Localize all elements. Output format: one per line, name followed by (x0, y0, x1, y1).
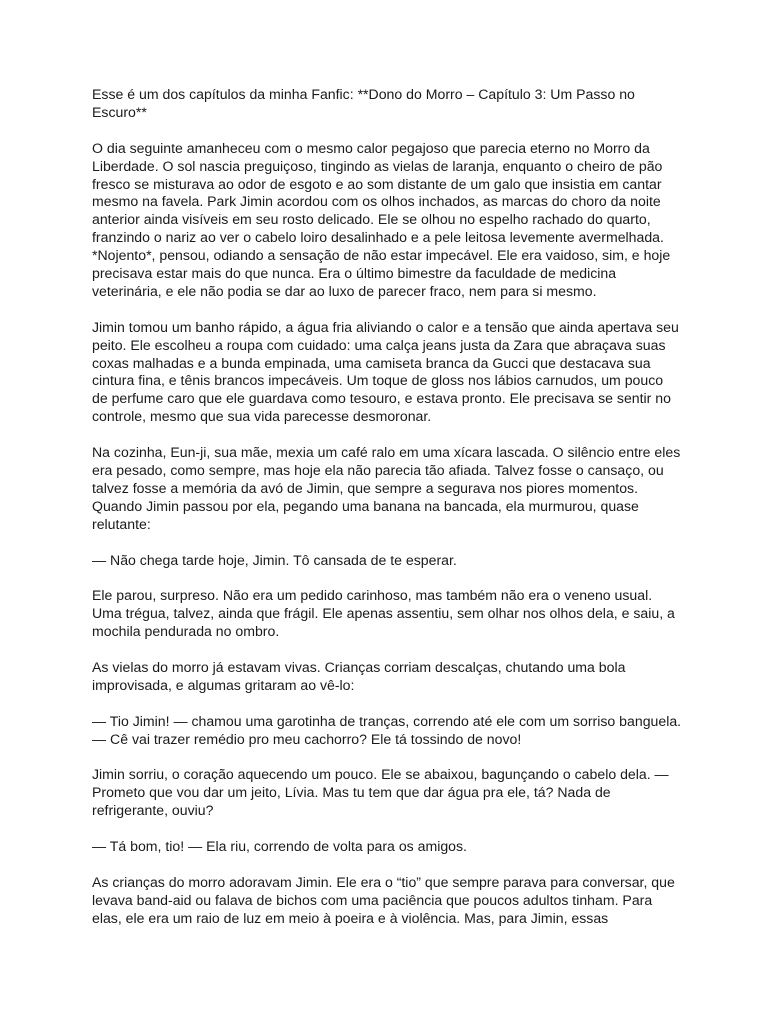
paragraph: Na cozinha, Eun-ji, sua mãe, mexia um café ralo em uma xícara lascada. O silêncio entre eles era pesado, como sempre, mas hoje ela não parecia tão afiada. Talvez fosse o cansaço, ou talvez fosse a memória da avó de Jimin, que sempre a segurava nos piores momentos. Quando Jimin passou por ela, pegando uma banana na bancada, ela murmurou, quase relutante: (92, 444, 681, 532)
intro-paragraph: Esse é um dos capítulos da minha Fanfic: **Dono do Morro – Capítulo 3: Um Passo no Escuro** (92, 86, 635, 120)
paragraph: Ele parou, surpreso. Não era um pedido carinhoso, mas também não era o veneno usual. Uma trégua, talvez, ainda que frágil. Ele apenas assentiu, sem olhar nos olhos dela, e saiu, a mochila pendurada no ombro. (92, 587, 675, 640)
paragraph: As vielas do morro já estavam vivas. Crianças corriam descalças, chutando uma bola improvisada, e algumas gritaram ao vê-lo: (92, 658, 626, 693)
document-page (92, 86, 682, 945)
paragraph: Jimin tomou um banho rápido, a água fria aliviando o calor e a tensão que ainda apertava seu peito. Ele escolheu a roupa com cuidado: uma calça jeans justa da Zara que abraçava suas coxas malhadas e a bunda empinada, uma camiseta branca da Gucci que destacava sua cintura fina, e tênis brancos impecáveis. Um toque de gloss nos lábios carnudos, um pouco de perfume caro que ele guardava como tesouro, e estava pronto. Ele precisava se sentir no controle, mesmo que sua vida parecesse desmoronar. (92, 318, 679, 425)
paragraph: As crianças do morro adoravam Jimin. Ele era o “tio” que sempre parava para conversar, que levava band-aid ou falava de bichos com uma paciência que poucos adultos tinham. Para elas, ele era um raio de luz em meio à poeira e à violência. Mas, para Jimin, essas (92, 873, 675, 926)
paragraph: Jimin sorriu, o coração aquecendo um pouco. Ele se abaixou, bagunçando o cabelo dela. — Prometo que vou dar um jeito, Lívia. Mas tu tem que dar água pra ele, tá? Nada de refrigerante, ouviu? (92, 766, 669, 819)
dialogue-paragraph: — Tio Jimin! — chamou uma garotinha de tranças, correndo até ele com um sorriso banguela. — Cê vai trazer remédio pro meu cachorro? Ele tá tossindo de novo! (92, 712, 682, 747)
paragraph: O dia seguinte amanheceu com o mesmo calor pegajoso que parecia eterno no Morro da Liberdade. O sol nascia preguiçoso, tingindo as vielas de laranja, enquanto o cheiro de pão fresco se misturava ao odor de esgoto e ao som distante de um galo que insistia em cantar mesmo na favela. Park Jimin acordou com os olhos inchados, as marcas do choro da noite anterior ainda visíveis em seu rosto delicado. Ele se olhou no espelho rachado do quarto, franzindo o nariz ao ver o cabelo loiro desalinhado e a pele leitosa levemente avermelhada. *Nojento*, pensou, odiando a sensação de não estar impecável. Ele era vaidoso, sim, e hoje precisava estar mais do que nunca. Era o último bimestre da faculdade de medicina veterinária, e ele não podia se dar ao luxo de parecer fraco, nem para si mesmo. (92, 139, 671, 299)
dialogue-paragraph: — Não chega tarde hoje, Jimin. Tô cansada de te esperar. (92, 551, 457, 568)
dialogue-paragraph: — Tá bom, tio! — Ela riu, correndo de volta para os amigos. (92, 837, 467, 854)
